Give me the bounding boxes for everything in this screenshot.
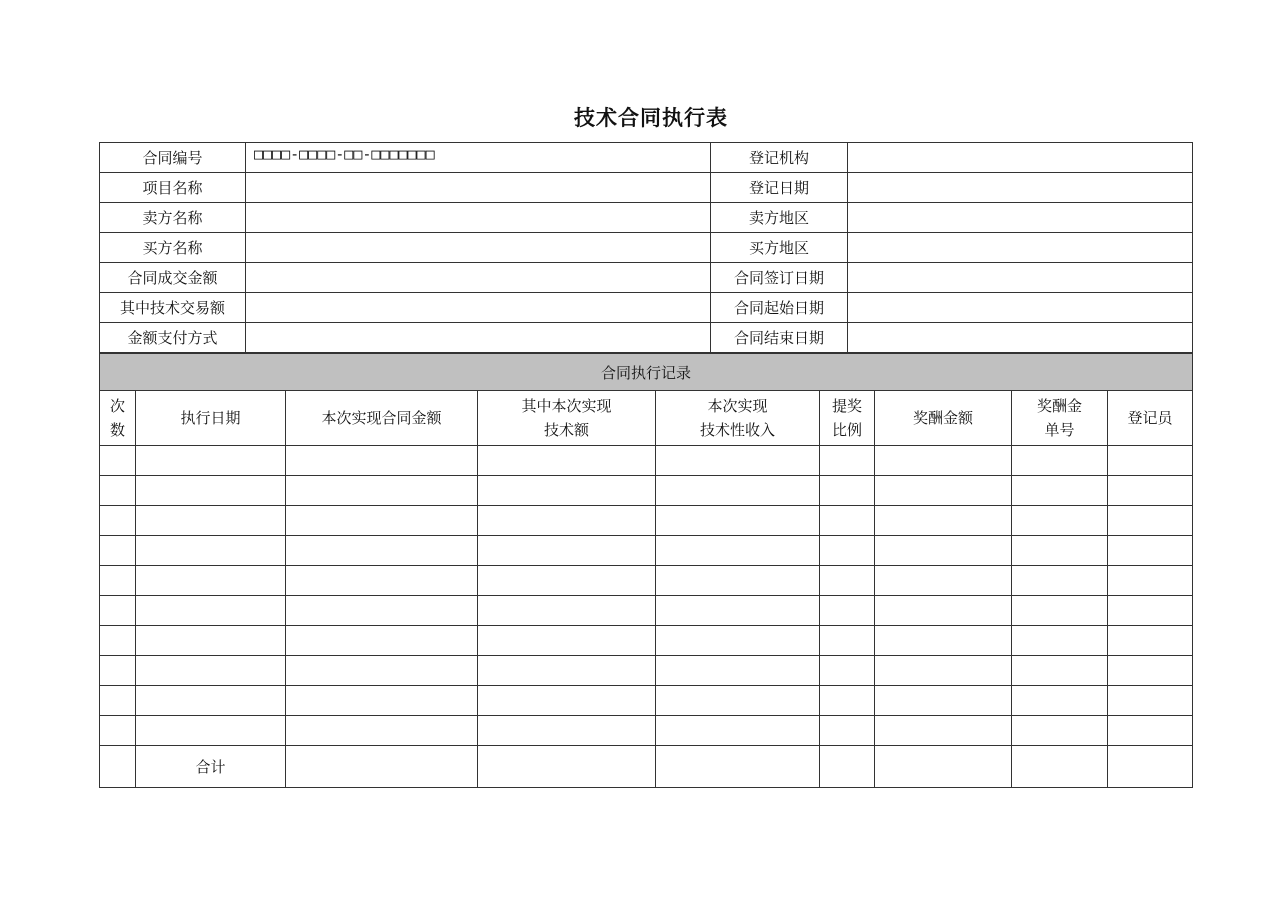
record-cell[interactable] (820, 506, 875, 536)
header-text-line: 数 (109, 421, 125, 439)
record-cell[interactable] (820, 596, 875, 626)
record-cell[interactable] (286, 626, 478, 656)
info-left-value[interactable] (246, 173, 711, 203)
info-left-value[interactable]: □□□□-□□□□-□□-□□□□□□□ (246, 143, 711, 173)
record-cell[interactable] (136, 536, 286, 566)
record-cell[interactable] (656, 566, 820, 596)
record-row (100, 506, 1193, 536)
record-cell[interactable] (100, 446, 136, 476)
record-cell[interactable] (820, 626, 875, 656)
records-column-header (478, 391, 656, 446)
record-cell[interactable] (478, 446, 656, 476)
info-left-label: 买方名称 (100, 233, 246, 263)
info-right-label: 卖方地区 (711, 203, 848, 233)
record-cell[interactable] (136, 656, 286, 686)
info-left-label: 合同编号 (100, 143, 246, 173)
header-text-line: 次 (109, 397, 125, 415)
record-cell[interactable] (875, 566, 1012, 596)
record-cell[interactable] (100, 626, 136, 656)
record-cell[interactable] (656, 536, 820, 566)
record-cell[interactable] (136, 686, 286, 716)
record-cell[interactable] (136, 476, 286, 506)
record-cell[interactable] (1108, 596, 1193, 626)
record-row (100, 566, 1193, 596)
info-row (100, 233, 1193, 263)
record-cell[interactable] (875, 536, 1012, 566)
record-row (100, 686, 1193, 716)
record-cell[interactable] (286, 656, 478, 686)
info-row (100, 143, 1193, 173)
record-cell[interactable] (478, 506, 656, 536)
record-cell[interactable] (875, 626, 1012, 656)
records-column-header (1012, 391, 1108, 446)
total-cell[interactable] (875, 746, 1012, 788)
info-left-label: 项目名称 (100, 173, 246, 203)
header-text-line: 技术额 (543, 421, 589, 439)
record-row (100, 626, 1193, 656)
header-text-line: 本次实现 (707, 397, 768, 415)
record-cell[interactable] (478, 716, 656, 746)
record-cell[interactable] (875, 596, 1012, 626)
info-row (100, 293, 1193, 323)
info-left-label: 其中技术交易额 (100, 293, 246, 323)
info-right-label: 买方地区 (711, 233, 848, 263)
info-left-value[interactable] (246, 293, 711, 323)
record-cell[interactable] (136, 566, 286, 596)
record-cell[interactable] (820, 536, 875, 566)
record-cell[interactable] (478, 566, 656, 596)
header-text-line: 本次实现合同金额 (321, 409, 442, 427)
record-cell[interactable] (656, 476, 820, 506)
header-text-line: 执行日期 (180, 409, 241, 427)
record-cell[interactable] (478, 626, 656, 656)
info-right-value[interactable] (848, 173, 1193, 203)
record-cell[interactable] (820, 446, 875, 476)
record-cell[interactable] (1108, 506, 1193, 536)
record-cell[interactable] (656, 446, 820, 476)
record-cell[interactable] (286, 596, 478, 626)
record-cell[interactable] (1108, 716, 1193, 746)
record-cell[interactable] (875, 686, 1012, 716)
info-row (100, 203, 1193, 233)
record-cell[interactable] (136, 596, 286, 626)
record-cell[interactable] (100, 656, 136, 686)
info-right-value[interactable] (848, 293, 1193, 323)
contract-info-table (99, 142, 1193, 353)
info-row (100, 323, 1193, 353)
records-column-header (875, 391, 1012, 446)
record-cell[interactable] (478, 686, 656, 716)
total-cell[interactable] (820, 746, 875, 788)
records-column-header (100, 391, 136, 446)
record-cell[interactable] (1108, 656, 1193, 686)
total-cell[interactable] (478, 746, 656, 788)
header-text-line: 单号 (1044, 421, 1075, 439)
info-row (100, 173, 1193, 203)
record-cell[interactable] (100, 506, 136, 536)
record-cell[interactable] (286, 536, 478, 566)
record-cell[interactable] (1108, 686, 1193, 716)
total-cell[interactable] (656, 746, 820, 788)
info-left-label: 卖方名称 (100, 203, 246, 233)
record-cell[interactable] (1012, 626, 1108, 656)
record-cell[interactable] (1108, 626, 1193, 656)
info-right-label: 合同签订日期 (711, 263, 848, 293)
records-column-header (820, 391, 875, 446)
record-cell[interactable] (1012, 566, 1108, 596)
record-cell[interactable] (478, 476, 656, 506)
record-row (100, 716, 1193, 746)
record-cell[interactable] (875, 446, 1012, 476)
records-column-header (1108, 391, 1193, 446)
record-cell[interactable] (100, 716, 136, 746)
record-cell[interactable] (820, 686, 875, 716)
info-right-label: 登记机构 (711, 143, 848, 173)
info-left-value[interactable] (246, 233, 711, 263)
record-cell[interactable] (286, 446, 478, 476)
record-cell[interactable] (875, 476, 1012, 506)
total-label: 合计 (136, 746, 286, 788)
record-cell[interactable] (656, 656, 820, 686)
info-left-value[interactable] (246, 263, 711, 293)
record-cell[interactable] (656, 716, 820, 746)
record-cell[interactable] (875, 506, 1012, 536)
record-cell[interactable] (820, 656, 875, 686)
record-cell[interactable] (100, 536, 136, 566)
record-cell[interactable] (820, 716, 875, 746)
info-left-label: 金额支付方式 (100, 323, 246, 353)
record-cell[interactable] (656, 506, 820, 536)
record-cell[interactable] (136, 506, 286, 536)
total-cell[interactable] (286, 746, 478, 788)
record-cell[interactable] (656, 626, 820, 656)
record-cell[interactable] (100, 686, 136, 716)
record-cell[interactable] (478, 596, 656, 626)
records-section-title: 合同执行记录 (100, 354, 1193, 391)
record-cell[interactable] (1108, 446, 1193, 476)
record-cell[interactable] (1108, 476, 1193, 506)
info-right-label: 合同起始日期 (711, 293, 848, 323)
record-cell[interactable] (1012, 476, 1108, 506)
info-right-value[interactable] (848, 203, 1193, 233)
record-cell[interactable] (136, 446, 286, 476)
record-cell[interactable] (820, 476, 875, 506)
header-text-line: 提奖 (831, 397, 862, 415)
record-cell[interactable] (100, 476, 136, 506)
record-cell[interactable] (656, 686, 820, 716)
info-left-value[interactable] (246, 323, 711, 353)
info-right-value[interactable] (848, 233, 1193, 263)
record-cell[interactable] (1108, 566, 1193, 596)
record-cell[interactable] (875, 656, 1012, 686)
record-cell[interactable] (286, 686, 478, 716)
record-cell[interactable] (100, 566, 136, 596)
record-cell[interactable] (1012, 506, 1108, 536)
record-cell[interactable] (1012, 656, 1108, 686)
total-cell[interactable] (1012, 746, 1108, 788)
header-text-line: 技术性收入 (699, 421, 775, 439)
record-row (100, 476, 1193, 506)
total-cell[interactable] (1108, 746, 1193, 788)
header-text-line: 比例 (831, 421, 862, 439)
record-cell[interactable] (1012, 536, 1108, 566)
total-cell[interactable] (100, 746, 136, 788)
header-text-line: 奖酬金额 (912, 409, 973, 427)
record-cell[interactable] (286, 566, 478, 596)
info-right-label: 登记日期 (711, 173, 848, 203)
header-text-line: 其中本次实现 (521, 397, 612, 415)
record-cell[interactable] (1012, 446, 1108, 476)
record-row (100, 536, 1193, 566)
record-row (100, 446, 1193, 476)
info-right-value[interactable] (848, 143, 1193, 173)
total-row (100, 746, 1193, 788)
info-row (100, 263, 1193, 293)
record-row (100, 596, 1193, 626)
execution-records-table (99, 353, 1193, 788)
record-cell[interactable] (656, 596, 820, 626)
record-cell[interactable] (1012, 716, 1108, 746)
record-cell[interactable] (286, 476, 478, 506)
record-cell[interactable] (875, 716, 1012, 746)
records-column-header (136, 391, 286, 446)
records-header-row (100, 391, 1193, 446)
page-title: 技术合同执行表 (574, 106, 728, 130)
records-column-header (286, 391, 478, 446)
record-cell[interactable] (100, 596, 136, 626)
record-cell[interactable] (136, 716, 286, 746)
info-left-label: 合同成交金额 (100, 263, 246, 293)
record-cell[interactable] (478, 656, 656, 686)
record-cell[interactable] (820, 566, 875, 596)
records-column-header (656, 391, 820, 446)
info-right-value[interactable] (848, 263, 1193, 293)
info-right-label: 合同结束日期 (711, 323, 848, 353)
info-right-value[interactable] (848, 323, 1193, 353)
record-cell[interactable] (286, 716, 478, 746)
record-row (100, 656, 1193, 686)
header-text-line: 奖酬金 (1036, 397, 1082, 415)
record-cell[interactable] (286, 506, 478, 536)
record-cell[interactable] (478, 536, 656, 566)
record-cell[interactable] (1012, 686, 1108, 716)
record-cell[interactable] (136, 626, 286, 656)
info-left-value[interactable] (246, 203, 711, 233)
record-cell[interactable] (1108, 536, 1193, 566)
header-text-line: 登记员 (1127, 409, 1173, 427)
record-cell[interactable] (1012, 596, 1108, 626)
